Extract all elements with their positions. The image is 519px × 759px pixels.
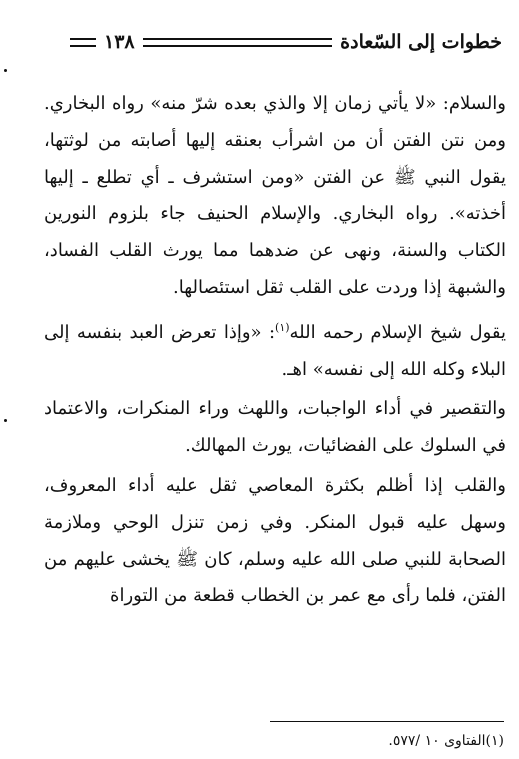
quote-paragraph <box>44 310 506 389</box>
header-rule-short <box>70 38 96 47</box>
footnote: (١)الفتاوى ١٠ /٥٧٧. <box>388 733 504 749</box>
header-rule <box>143 38 333 47</box>
margin-dot <box>4 419 7 422</box>
quote-intro: يقول شيخ الإسلام رحمه الله <box>289 321 506 343</box>
paragraph: والتقصير في أداء الواجبات، واللهث وراء المنكرات، والاعتماد في السلوك على الفضائيات، يورث المهالك. <box>44 398 506 457</box>
paragraph: والسلام: «لا يأتي زمان إلا والذي بعده شرّ منه» رواه البخاري. ومن نتن الفتن أن من اشرأب بعنقه إليها أصابته من لوثتها، يقول النبي ﷺ عن الفتن «ومن استشرف ـ أي تطلع ـ إليها أخذته». رواه البخاري. والإسلام الحنيف جاء بلزوم النورين الكتاب والسنة، ونهى عن ضدهما مما يورث القلب الفساد، والشبهة إذا وردت على القلب ثقل استئصالها. <box>44 93 506 298</box>
quote-text: : «وإذا تعرض العبد بنفسه إلى البلاء وكله الله إلى نفسه» اهـ. <box>44 321 506 380</box>
running-header <box>62 28 502 56</box>
paragraph: والقلب إذا أظلم بكثرة المعاصي ثقل عليه أداء المعروف، وسهل عليه قبول المنكر. وفي زمن تنزل الوحي وملازمة الصحابة للنبي صلى الله عليه وسلم، كان ﷺ يخشى عليهم من الفتن، فلما رأى مع عمر بن الخطاب قطعة من التوراة <box>44 474 506 607</box>
book-title: خطوات إلى السّعادة <box>340 31 502 53</box>
footnote-divider <box>270 721 504 722</box>
footnote-ref: (١) <box>275 320 290 334</box>
page-number: ١٣٨ <box>104 31 135 53</box>
margin-dot <box>4 69 7 72</box>
main-text <box>44 86 506 615</box>
